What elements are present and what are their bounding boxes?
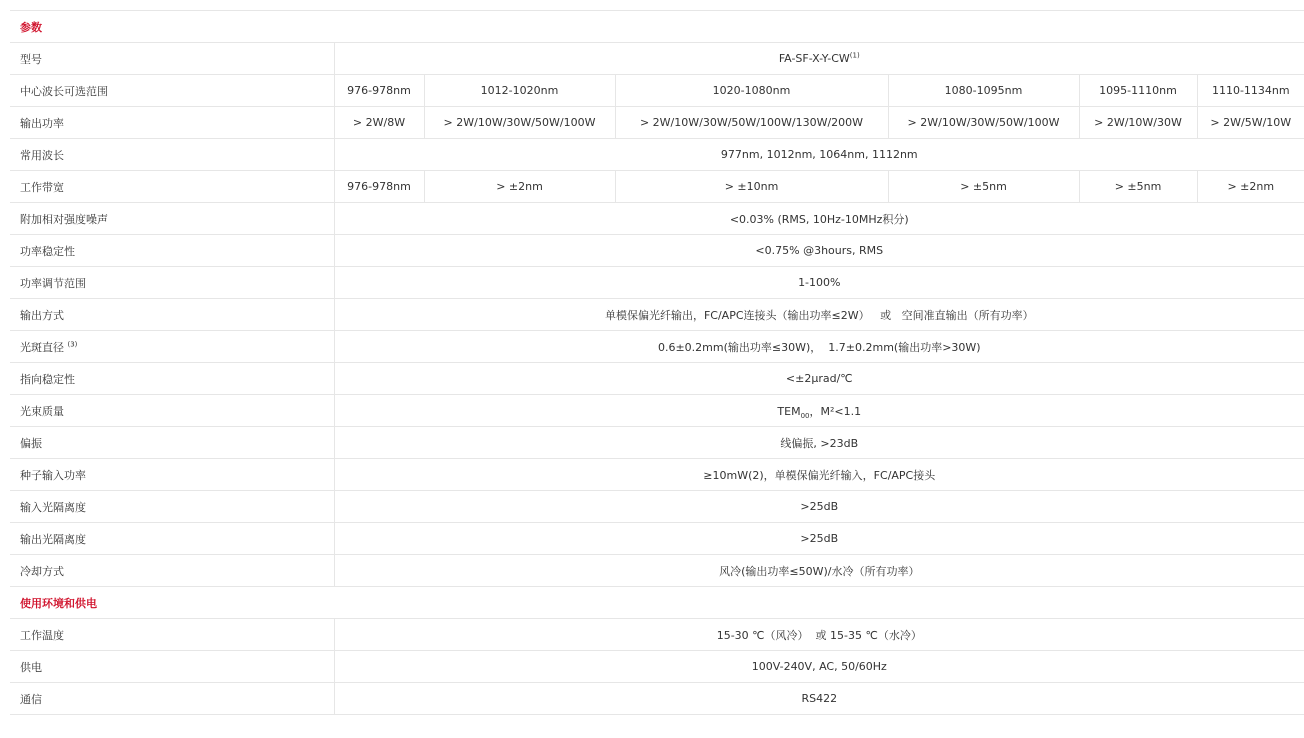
wavelength-cell: 1095-1110nm xyxy=(1079,75,1197,107)
row-label-wavelength-range: 中心波长可选范围 xyxy=(10,75,334,107)
wavelength-cell: 1110-1134nm xyxy=(1197,75,1304,107)
bandwidth-cell: > ±10nm xyxy=(615,171,888,203)
table-row-spot-diameter xyxy=(10,331,1304,363)
row-label-pointing-stability: 指向稳定性 xyxy=(10,363,334,395)
row-label-temperature: 工作温度 xyxy=(10,619,334,651)
row-value-polarization: 线偏振, >23dB xyxy=(334,427,1304,459)
table-row-cooling xyxy=(10,555,1304,587)
beam-quality-m2: ，M²<1.1 xyxy=(809,404,862,418)
table-row-bandwidth xyxy=(10,171,1304,203)
section-row-params xyxy=(10,11,1304,43)
output-power-cell: > 2W/10W/30W/50W/100W xyxy=(888,107,1079,139)
output-power-cell: > 2W/5W/10W xyxy=(1197,107,1304,139)
row-label-power-stability: 功率稳定性 xyxy=(10,235,334,267)
table-row-common-wavelength xyxy=(10,139,1304,171)
section-title-env: 使用环境和供电 xyxy=(10,587,1304,619)
wavelength-cell: 1080-1095nm xyxy=(888,75,1079,107)
row-value-common-wavelength: 977nm, 1012nm, 1064nm, 1112nm xyxy=(334,139,1304,171)
bandwidth-cell: > ±5nm xyxy=(888,171,1079,203)
row-label-beam-quality: 光束质量 xyxy=(10,395,334,427)
row-label-polarization: 偏振 xyxy=(10,427,334,459)
table-row-polarization xyxy=(10,427,1304,459)
row-value-pointing-stability: <±2μrad/℃ xyxy=(334,363,1304,395)
wavelength-cell: 976-978nm xyxy=(334,75,424,107)
row-value-model xyxy=(334,43,1304,75)
row-label-power-supply: 供电 xyxy=(10,651,334,683)
beam-quality-mode-subscript: 00 xyxy=(800,411,810,420)
bandwidth-cell: > ±5nm xyxy=(1079,171,1197,203)
row-value-input-isolation: >25dB xyxy=(334,491,1304,523)
row-value-power-stability: <0.75% @3hours, RMS xyxy=(334,235,1304,267)
spec-table-container xyxy=(10,10,1304,715)
output-power-cell: > 2W/10W/30W xyxy=(1079,107,1197,139)
table-row-seed-power xyxy=(10,459,1304,491)
bandwidth-cell: 976-978nm xyxy=(334,171,424,203)
bandwidth-cell: > ±2nm xyxy=(424,171,615,203)
row-value-power-supply: 100V-240V, AC, 50/60Hz xyxy=(334,651,1304,683)
output-power-cell: > 2W/8W xyxy=(334,107,424,139)
row-value-output-isolation: >25dB xyxy=(334,523,1304,555)
row-value-rin: <0.03% (RMS, 10Hz-10MHz积分) xyxy=(334,203,1304,235)
section-row-env xyxy=(10,587,1304,619)
row-value-communication: RS422 xyxy=(334,683,1304,715)
row-label-spot-diameter xyxy=(10,331,334,363)
table-row-temperature xyxy=(10,619,1304,651)
row-label-input-isolation: 输入光隔离度 xyxy=(10,491,334,523)
table-row-power-tuning xyxy=(10,267,1304,299)
row-label-communication: 通信 xyxy=(10,683,334,715)
row-value-spot-diameter: 0.6±0.2mm(输出功率≤30W)， 1.7±0.2mm(输出功率>30W) xyxy=(334,331,1304,363)
table-row-output-isolation xyxy=(10,523,1304,555)
table-row-output-power xyxy=(10,107,1304,139)
wavelength-cell: 1012-1020nm xyxy=(424,75,615,107)
spot-diameter-footnote: (3) xyxy=(67,339,78,348)
row-label-output-isolation: 输出光隔离度 xyxy=(10,523,334,555)
row-label-cooling: 冷却方式 xyxy=(10,555,334,587)
row-label-model: 型号 xyxy=(10,43,334,75)
table-row-model xyxy=(10,43,1304,75)
row-value-temperature: 15-30 ℃（风冷） 或 15-35 ℃（水冷） xyxy=(334,619,1304,651)
row-value-cooling: 风冷(输出功率≤50W)/水冷（所有功率） xyxy=(334,555,1304,587)
table-row-power-stability xyxy=(10,235,1304,267)
table-row-pointing-stability xyxy=(10,363,1304,395)
row-label-seed-power: 种子输入功率 xyxy=(10,459,334,491)
row-value-beam-quality xyxy=(334,395,1304,427)
spec-table xyxy=(10,10,1304,715)
row-value-seed-power: ≥10mW(2)，单模保偏光纤输入，FC/APC接头 xyxy=(334,459,1304,491)
table-row-input-isolation xyxy=(10,491,1304,523)
table-row-communication xyxy=(10,683,1304,715)
row-value-power-tuning: 1-100% xyxy=(334,267,1304,299)
row-value-output-mode: 单模保偏光纤输出，FC/APC连接头（输出功率≤2W） 或 空间准直输出（所有功率） xyxy=(334,299,1304,331)
output-power-cell: > 2W/10W/30W/50W/100W/130W/200W xyxy=(615,107,888,139)
table-row-wavelength-range xyxy=(10,75,1304,107)
wavelength-cell: 1020-1080nm xyxy=(615,75,888,107)
table-row-power-supply xyxy=(10,651,1304,683)
output-power-cell: > 2W/10W/30W/50W/100W xyxy=(424,107,615,139)
section-title-params: 参数 xyxy=(10,11,1304,43)
table-row-output-mode xyxy=(10,299,1304,331)
row-label-common-wavelength: 常用波长 xyxy=(10,139,334,171)
beam-quality-tem: TEM xyxy=(777,404,801,418)
model-text: FA-SF-X-Y-CW xyxy=(778,52,850,65)
row-label-power-tuning: 功率调节范围 xyxy=(10,267,334,299)
bandwidth-cell: > ±2nm xyxy=(1197,171,1304,203)
model-footnote: (1) xyxy=(849,51,860,60)
spot-diameter-label-text: 光斑直径 xyxy=(20,340,64,354)
row-label-output-mode: 输出方式 xyxy=(10,299,334,331)
table-row-rin xyxy=(10,203,1304,235)
row-label-output-power: 输出功率 xyxy=(10,107,334,139)
table-row-beam-quality xyxy=(10,395,1304,427)
row-label-rin: 附加相对强度噪声 xyxy=(10,203,334,235)
row-label-bandwidth: 工作带宽 xyxy=(10,171,334,203)
